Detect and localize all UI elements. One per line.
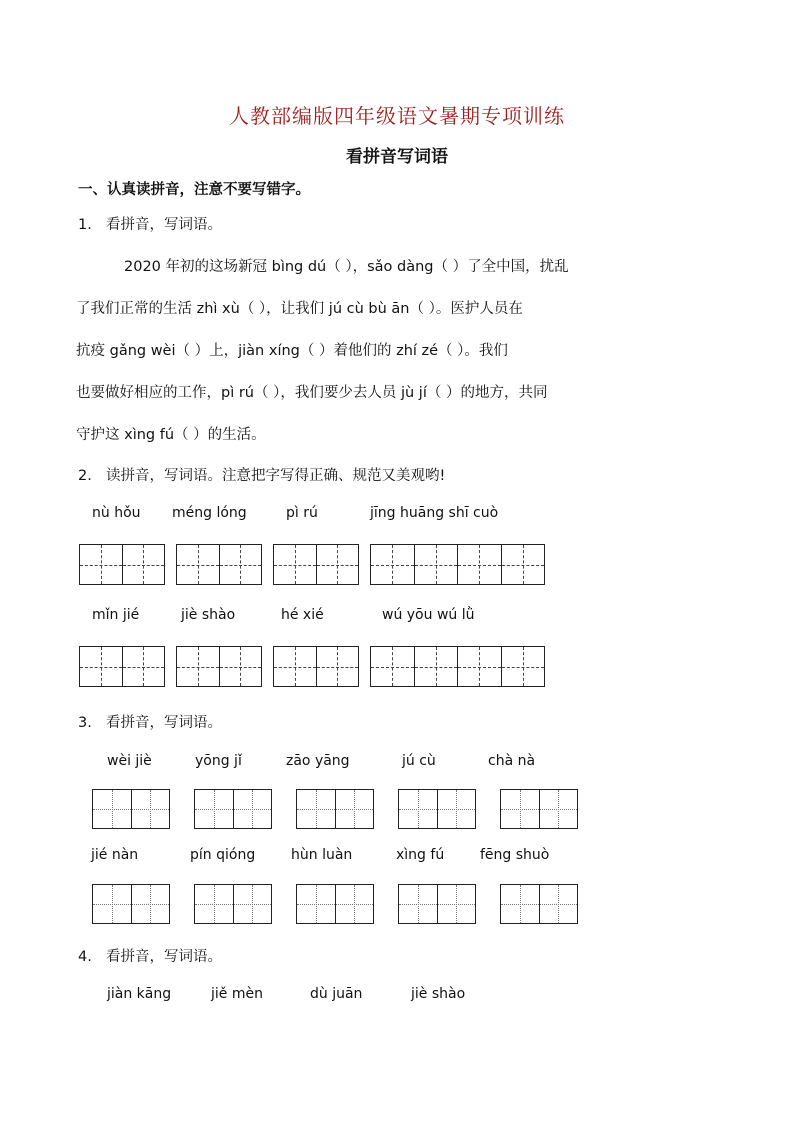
writing-box[interactable]: [398, 789, 476, 829]
section-heading: 一、认真读拼音，注意不要写错字。: [78, 182, 310, 198]
pinyin-label: jiè shào: [411, 986, 466, 1002]
pinyin-label: wú yōu wú lǜ: [382, 607, 475, 623]
writing-box[interactable]: [176, 544, 262, 585]
question-text: 看拼音，写词语。: [106, 217, 222, 233]
question-4: [78, 945, 222, 966]
pinyin-label: hé xié: [281, 607, 324, 623]
pinyin-label: dù juān: [310, 986, 363, 1002]
pinyin-label: nù hǒu: [92, 505, 141, 521]
pinyin-label: fēng shuò: [480, 847, 550, 863]
writing-box[interactable]: [370, 646, 545, 687]
question-text: 看拼音，写词语。: [106, 949, 222, 965]
pinyin-label: zāo yāng: [286, 753, 350, 769]
pinyin-label: jīng huāng shī cuò: [370, 505, 499, 521]
writing-box[interactable]: [176, 646, 262, 687]
pinyin-label: chà nà: [488, 753, 536, 769]
pinyin-label: wèi jiè: [107, 753, 152, 769]
pinyin-label: jiě mèn: [211, 986, 263, 1002]
question-1: [78, 213, 222, 234]
question-2: [78, 464, 445, 485]
question-number: 3.: [78, 715, 92, 731]
writing-box[interactable]: [273, 646, 359, 687]
paragraph-line-3: 抗疫 gǎng wèi（ ）上，jiàn xíng（ ）着他们的 zhí zé（ ）。我们: [76, 343, 508, 359]
writing-box[interactable]: [500, 884, 578, 924]
question-3: [78, 711, 222, 732]
pinyin-label: jiè shào: [181, 607, 236, 623]
page-title: 人教部编版四年级语文暑期专项训练: [229, 104, 565, 128]
question-text: 读拼音，写词语。注意把字写得正确、规范又美观哟!: [106, 468, 446, 484]
paragraph-line-5: 守护这 xìng fú（ ）的生活。: [76, 427, 266, 443]
paragraph-line-2: 了我们正常的生活 zhì xù（ ），让我们 jú cù bù ān（ ）。医护人员在: [76, 301, 523, 317]
writing-box[interactable]: [194, 884, 272, 924]
pinyin-label: mǐn jié: [92, 607, 140, 623]
pinyin-label: jiàn kāng: [107, 986, 172, 1002]
writing-box[interactable]: [79, 646, 165, 687]
pinyin-label: xìng fú: [396, 847, 445, 863]
question-text: 看拼音，写词语。: [106, 715, 222, 731]
writing-box[interactable]: [296, 789, 374, 829]
writing-box[interactable]: [194, 789, 272, 829]
question-number: 1.: [78, 217, 92, 233]
writing-box[interactable]: [273, 544, 359, 585]
writing-box[interactable]: [500, 789, 578, 829]
writing-box[interactable]: [92, 884, 170, 924]
paragraph-line-4: 也要做好相应的工作，pì rú（ ），我们要少去人员 jù jí（ ）的地方，共同: [76, 385, 548, 401]
question-number: 2.: [78, 468, 92, 484]
writing-box[interactable]: [370, 544, 545, 585]
page-subtitle: 看拼音写词语: [346, 147, 448, 167]
writing-box[interactable]: [296, 884, 374, 924]
pinyin-label: yōng jǐ: [195, 753, 242, 769]
pinyin-label: jié nàn: [91, 847, 139, 863]
pinyin-label: hùn luàn: [291, 847, 353, 863]
writing-box[interactable]: [92, 789, 170, 829]
writing-box[interactable]: [398, 884, 476, 924]
paragraph-line-1: 2020 年初的这场新冠 bìng dú（ ），sǎo dàng（ ）了全中国，扰乱: [124, 259, 569, 275]
pinyin-label: méng lóng: [172, 505, 247, 521]
pinyin-label: pì rú: [286, 505, 318, 521]
question-number: 4.: [78, 949, 92, 965]
writing-box[interactable]: [79, 544, 165, 585]
pinyin-label: jú cù: [402, 753, 436, 769]
pinyin-label: pín qióng: [190, 847, 256, 863]
